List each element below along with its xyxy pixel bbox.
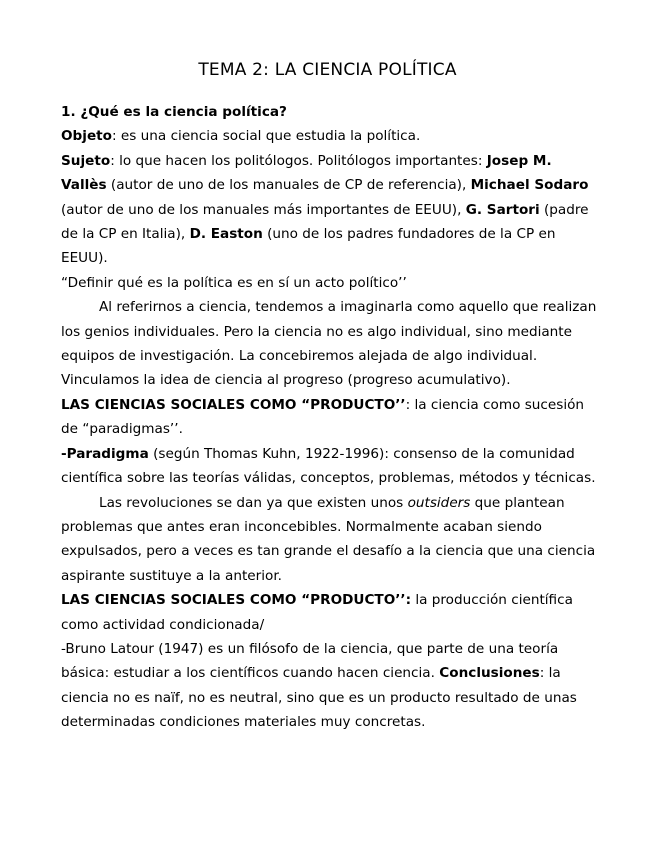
paradigma-text: (según Thomas Kuhn, 1922-1996): consenso de la comunidad científica sobre las teorías válidas, conceptos, problemas, métodos y técnicas. [61, 445, 596, 487]
objeto-paragraph [61, 124, 601, 148]
paradigma-paragraph [61, 442, 601, 491]
revoluciones-text-2: que plantean problemas que antes eran inconcebibles. Normalmente acaban siendo expulsados, pero a veces es tan grande el desafío a la ciencia que una ciencia aspirante sustituye a la anterior. [61, 494, 596, 584]
ciencia-paragraph: Al referirnos a ciencia, tendemos a imaginarla como aquello que realizan los genios individuales. Pero la ciencia no es algo individual, sino mediante equipos de investigación. La concebiremos alejada de algo individual. Vinculamos la idea de ciencia al progreso (progreso acumulativo). [61, 299, 597, 389]
latour-text-2: : la ciencia no es naïf, no es neutral, sino que es un producto resultado de unas determinadas condiciones materiales muy concretas. [61, 665, 577, 731]
latour-text-1: -Bruno Latour (1947) es un filósofo de la ciencia, que parte de una teoría básica: estudiar a los científicos cuando hacen ciencia. [61, 640, 559, 682]
author-easton: D. Easton [189, 226, 263, 243]
producto-text-2: la producción científica como actividad condicionada/ [61, 592, 573, 633]
sujeto-text-3: (autor de uno de los manuales más importantes de EEUU), [61, 201, 466, 218]
producto-text-1: : la ciencia como sucesión de “paradigmas’’. [61, 396, 585, 438]
author-sartori: G. Sartori [465, 201, 540, 218]
sujeto-label: Sujeto [61, 152, 111, 169]
section-heading [61, 100, 601, 124]
outsiders-term: outsiders [407, 494, 471, 511]
revoluciones-text-1: Las revoluciones se dan ya que existen unos [99, 494, 408, 511]
revoluciones-paragraph [61, 491, 601, 589]
sujeto-text-1: : lo que hacen los politólogos. Politólogos importantes: [110, 152, 487, 169]
author-valles: Josep M. Vallès [61, 152, 552, 194]
author-sodaro: Michael Sodaro [470, 177, 589, 194]
sujeto-text-5: (uno de los padres fundadores de la CP en EEUU). [61, 226, 556, 267]
producto-label-2: LAS CIENCIAS SOCIALES COMO “PRODUCTO’’: [61, 592, 412, 609]
quote-paragraph: “Definir qué es la política es en sí un acto político’’ [61, 274, 407, 291]
sujeto-text-4: (padre de la CP en Italia), [61, 201, 589, 243]
producto-paragraph-1 [61, 393, 601, 442]
objeto-label: Objeto [61, 128, 113, 145]
document-body [61, 100, 601, 735]
objeto-text: : es una ciencia social que estudia la política. [112, 128, 421, 145]
conclusiones-label: Conclusiones [439, 665, 540, 682]
producto-paragraph-2 [61, 588, 601, 637]
producto-label-1: LAS CIENCIAS SOCIALES COMO “PRODUCTO’’ [61, 396, 406, 413]
latour-paragraph [61, 637, 601, 735]
sujeto-paragraph [61, 149, 601, 271]
page-title: TEMA 2: LA CIENCIA POLÍTICA [198, 60, 457, 80]
paradigma-label: -Paradigma [61, 445, 149, 462]
sujeto-text-2: (autor de uno de los manuales de CP de referencia), [106, 177, 471, 194]
section-heading-text: 1. ¿Qué es la ciencia política? [61, 104, 287, 120]
